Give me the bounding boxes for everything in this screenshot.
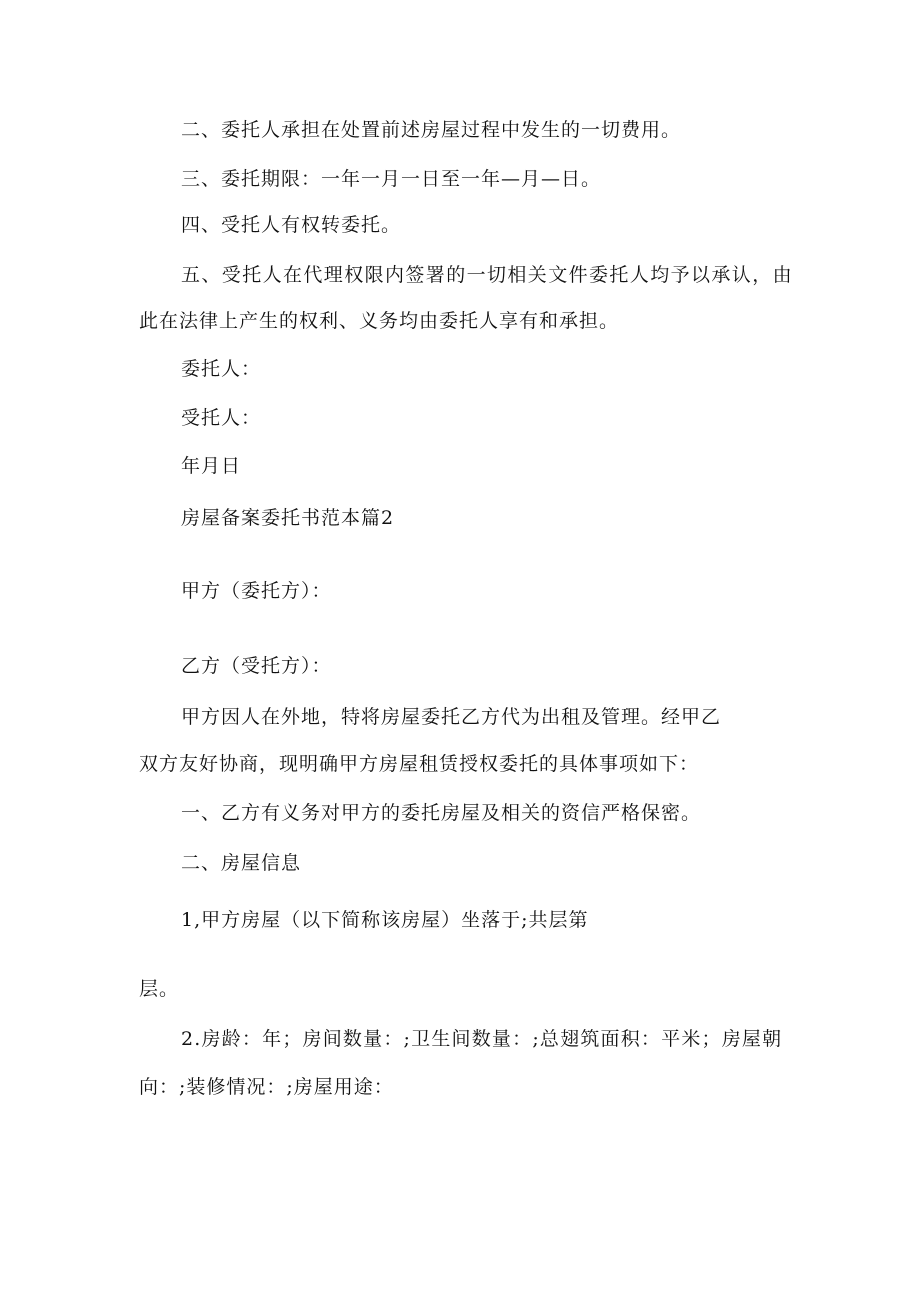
paragraph-location-line1: 1,甲方房屋（以下简称该房屋）坐落于;共层第: [181, 909, 589, 931]
subheading-house-info: 二、房屋信息: [181, 852, 302, 874]
section-heading: 房屋备案委托书范本篇2: [181, 507, 395, 529]
paragraph-location-line2: 层。: [139, 978, 180, 1000]
paragraph-subdelegation: 四、受托人有权转委托。: [181, 214, 402, 236]
paragraph-details-line2: 向：;装修情况：;房屋用途：: [139, 1076, 394, 1098]
party-a-label: 甲方（委托方）：: [181, 580, 332, 602]
paragraph-confidentiality: 一、乙方有义务对甲方的委托房屋及相关的资信严格保密。: [181, 802, 702, 824]
paragraph-recognition-line1: 五、受托人在代理权限内签署的一切相关文件委托人均予以承认，由: [181, 264, 794, 286]
paragraph-intro-line1: 甲方因人在外地，特将房屋委托乙方代为出租及管理。经甲乙: [181, 706, 722, 728]
date-label: 年月日: [181, 455, 242, 477]
paragraph-details-line1: 2.房龄：年；房间数量：;卫生间数量：;总翅筑面积：平米；房屋朝: [181, 1028, 783, 1050]
paragraph-fee-clause: 二、委托人承担在处置前述房屋过程中发生的一切费用。: [181, 119, 682, 141]
paragraph-intro-line2: 双方友好协商，现明确甲方房屋租赁授权委托的具体事项如下：: [139, 753, 700, 775]
principal-signature-label: 委托人：: [181, 358, 262, 380]
paragraph-term-clause: 三、委托期限：一年一月一日至一年—月—日。: [181, 168, 602, 190]
party-b-label: 乙方（受托方）：: [181, 655, 332, 677]
agent-signature-label: 受托人：: [181, 407, 262, 429]
paragraph-recognition-line2: 此在法律上产生的权利、义务均由委托人享有和承担。: [139, 310, 620, 332]
